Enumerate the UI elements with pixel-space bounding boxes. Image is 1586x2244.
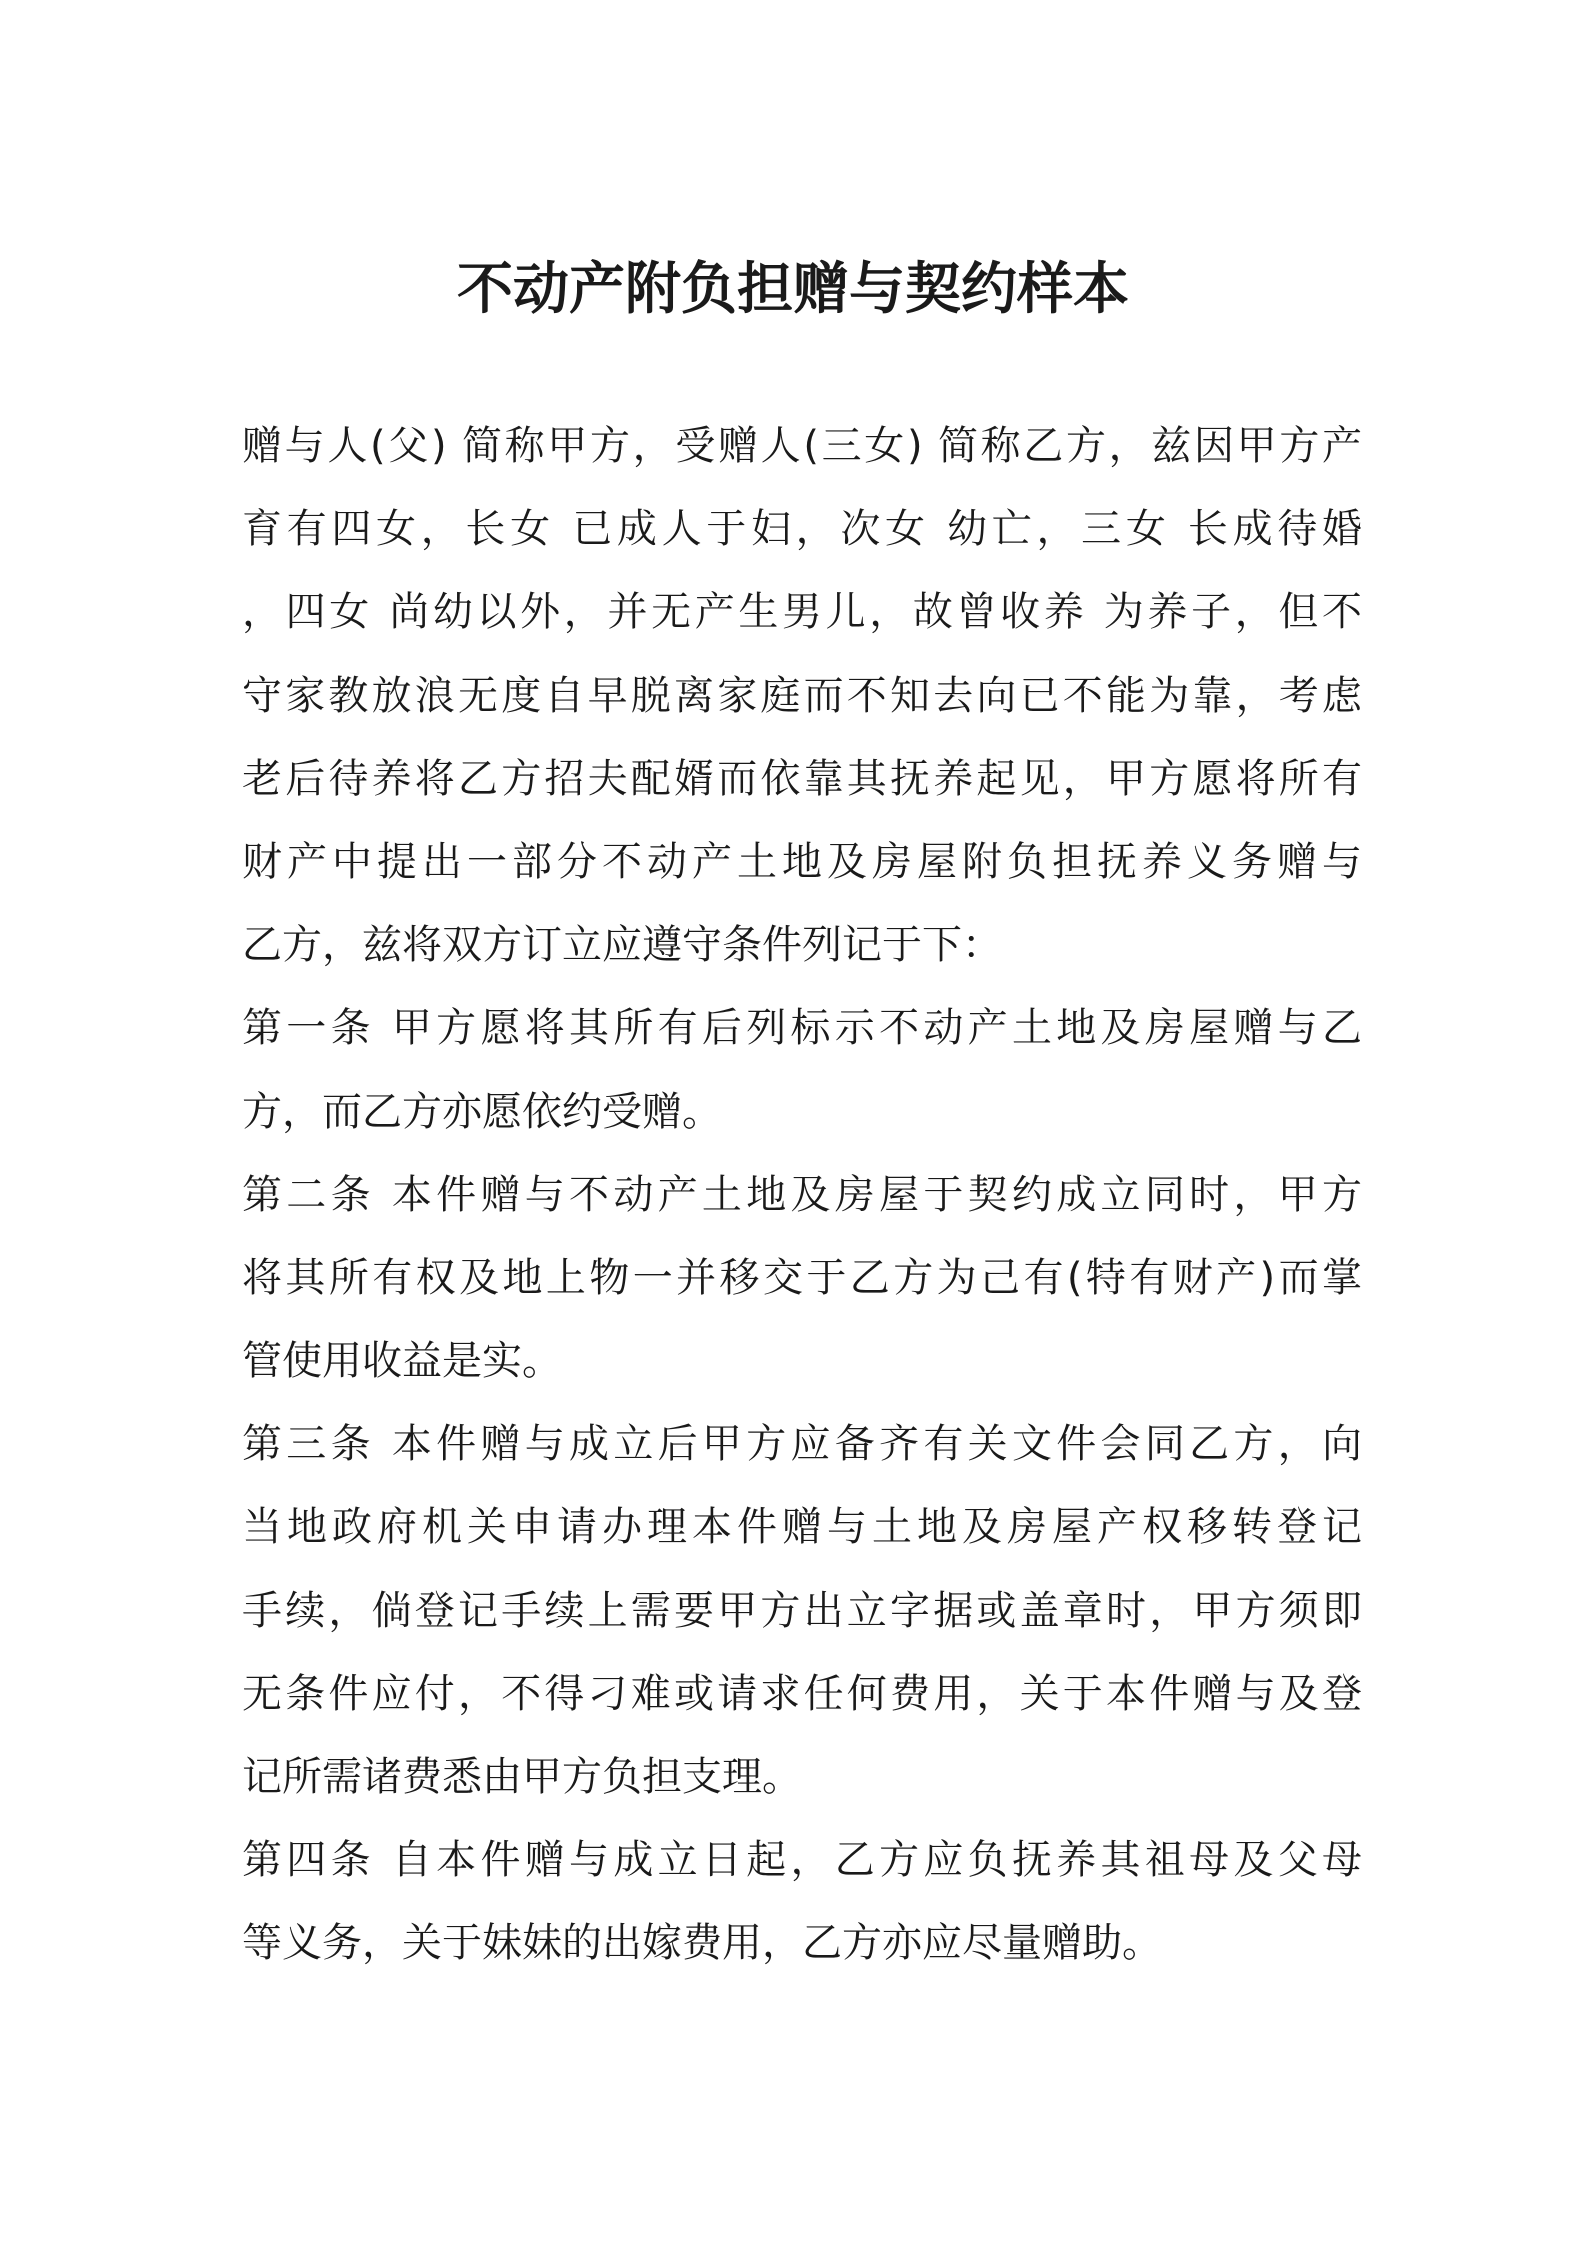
article-3-line: 第三条 本件赠与成立后甲方应备齐有关文件会同乙方，向 bbox=[242, 1421, 1362, 1468]
body-line: 育有四女，长女 已成人于妇，次女 幼亡，三女 长成待婚 bbox=[242, 506, 1362, 553]
article-3-line: 当地政府机关申请办理本件赠与土地及房屋产权移转登记 bbox=[242, 1504, 1362, 1551]
article-4-line: 第四条 自本件赠与成立日起，乙方应负抚养其祖母及父母 bbox=[242, 1837, 1362, 1884]
document-body bbox=[242, 405, 1362, 1986]
body-line: 老后待养将乙方招夫配婿而依靠其抚养起见，甲方愿将所有 bbox=[242, 755, 1362, 802]
article-2-line: 第二条 本件赠与不动产土地及房屋于契约成立同时，甲方 bbox=[242, 1171, 1362, 1218]
article-4-line: 等义务，关于妹妹的出嫁费用，乙方亦应尽量赠助。 bbox=[242, 1920, 1162, 1967]
body-line: ，四女 尚幼以外，并无产生男儿，故曾收养 为养子，但不 bbox=[242, 589, 1362, 636]
article-3-line: 手续，倘登记手续上需要甲方出立字据或盖章时，甲方须即 bbox=[242, 1587, 1362, 1634]
article-2-line: 管使用收益是实。 bbox=[242, 1338, 562, 1385]
article-3-line: 无条件应付，不得刁难或请求任何费用，关于本件赠与及登 bbox=[242, 1670, 1362, 1717]
article-1-line: 第一条 甲方愿将其所有后列标示不动产土地及房屋赠与乙 bbox=[242, 1005, 1362, 1052]
body-line: 财产中提出一部分不动产土地及房屋附负担抚养义务赠与 bbox=[242, 838, 1362, 885]
document-title: 不动产附负担赠与契约样本 bbox=[457, 257, 1129, 322]
body-line: 守家教放浪无度自早脱离家庭而不知去向已不能为靠，考虑 bbox=[242, 672, 1362, 719]
article-3-line: 记所需诸费悉由甲方负担支理。 bbox=[242, 1754, 802, 1800]
body-line: 赠与人(父) 简称甲方，受赠人(三女) 简称乙方，兹因甲方产 bbox=[242, 423, 1362, 469]
body-line: 乙方，兹将双方订立应遵守条件列记于下： bbox=[242, 922, 1002, 969]
article-2-line: 将其所有权及地上物一并移交于乙方为己有(特有财产)而掌 bbox=[242, 1254, 1362, 1301]
article-1-line: 方，而乙方亦愿依约受赠。 bbox=[242, 1088, 722, 1135]
